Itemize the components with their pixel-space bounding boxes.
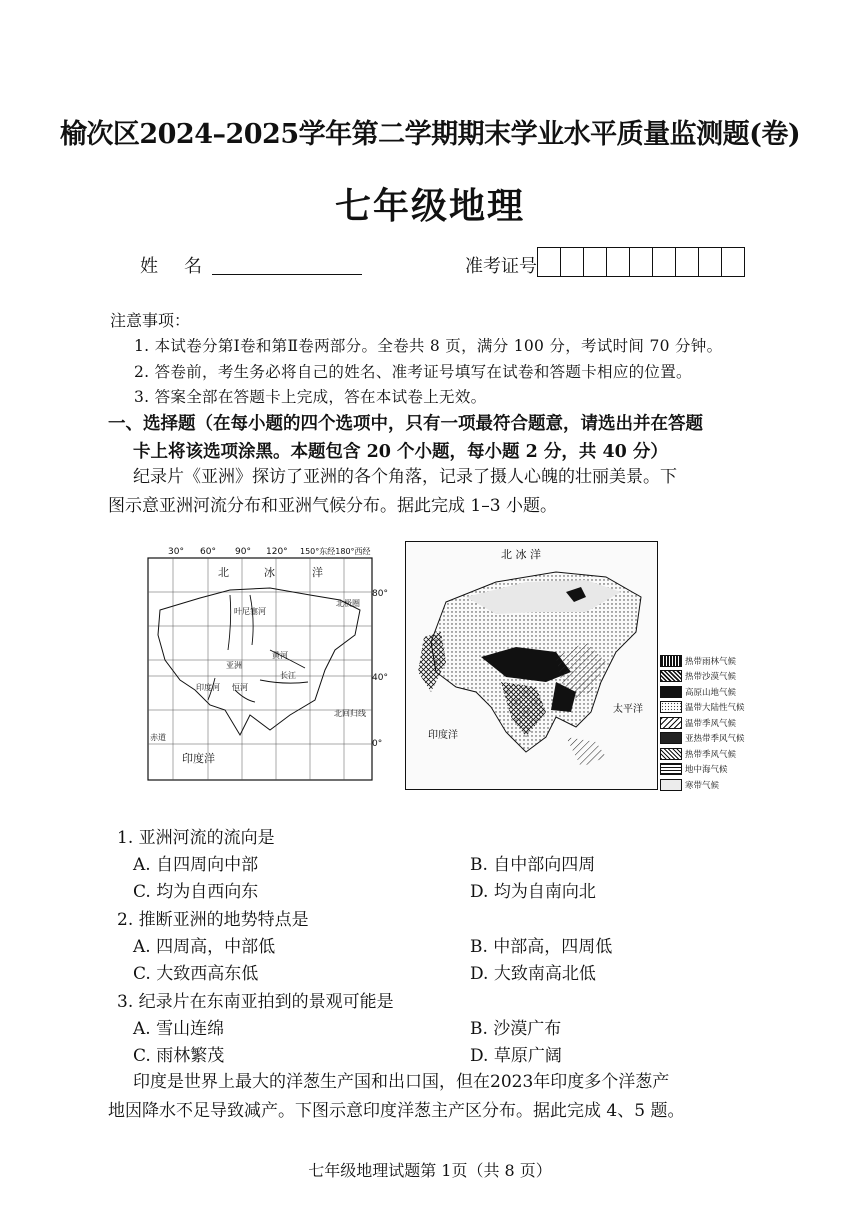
river-label: 黄河 — [272, 651, 288, 660]
question-option[interactable]: D. 大致南高北低 — [470, 964, 596, 984]
question-option[interactable]: B. 中部高，四周低 — [470, 937, 613, 957]
subject-title: 七年级地理 — [334, 185, 525, 227]
legend-item — [660, 715, 745, 731]
legend-label: 高原山地气候 — [685, 687, 737, 698]
lon-label: 150°东经180°西经 — [300, 547, 371, 556]
legend-label: 亚热带季风气候 — [685, 734, 745, 745]
river-label: 印度河 — [196, 683, 220, 692]
lat-label: 80° — [372, 589, 388, 599]
lat-label: 40° — [372, 673, 388, 683]
name-field[interactable] — [212, 274, 362, 275]
legend-item — [660, 762, 745, 778]
legend-swatch — [660, 763, 682, 775]
river-label: 恒河 — [232, 683, 248, 692]
question-stem: 2. 推断亚洲的地势特点是 — [117, 910, 309, 930]
digit-box[interactable] — [538, 248, 561, 276]
legend-label: 热带雨林气候 — [685, 656, 737, 667]
question-option[interactable]: A. 雪山连绵 — [133, 1019, 225, 1039]
legend-item — [660, 684, 745, 700]
intro-line: 图示意亚洲河流分布和亚洲气候分布。据此完成 1–3 小题。 — [108, 496, 557, 516]
name-label: 姓名 — [140, 256, 228, 277]
asia-river-map-svg — [140, 540, 390, 790]
equator-label: 赤道 — [150, 733, 166, 742]
section-heading-line: 卡上将该选项涂黑。本题包含 20 个小题，每小题 2 分，共 40 分） — [133, 442, 668, 462]
notice-item: 3. 答案全部在答题卡上完成，答在本试卷上无效。 — [134, 388, 487, 406]
river-label: 亚洲 — [226, 661, 242, 670]
asia-river-map — [140, 540, 390, 790]
digit-box[interactable] — [722, 248, 744, 276]
legend-item — [660, 746, 745, 762]
legend-swatch — [660, 686, 682, 698]
digit-box[interactable] — [676, 248, 699, 276]
legend-label: 温带大陆性气候 — [685, 703, 745, 714]
lat-label: 0° — [372, 739, 383, 749]
ocean-label: 冰 — [264, 566, 275, 579]
lon-label: 120° — [266, 547, 288, 557]
question-option[interactable]: D. 均为自南向北 — [470, 882, 596, 902]
climate-legend — [660, 653, 745, 793]
legend-swatch — [660, 655, 682, 667]
notice-item: 2. 答卷前，考生务必将自己的姓名、准考证号填写在试卷和答题卡相应的位置。 — [134, 363, 692, 381]
legend-swatch — [660, 701, 682, 713]
legend-item — [660, 669, 745, 685]
legend-swatch — [660, 779, 682, 791]
lon-label: 90° — [235, 547, 251, 557]
section-heading — [108, 410, 788, 466]
lon-label: 60° — [200, 547, 216, 557]
legend-swatch — [660, 670, 682, 682]
legend-item — [660, 700, 745, 716]
digit-box[interactable] — [607, 248, 630, 276]
digit-box[interactable] — [653, 248, 676, 276]
intro-line: 印度是世界上最大的洋葱生产国和出口国，但在2023年印度多个洋葱产 — [133, 1072, 670, 1092]
notice-item: 1. 本试卷分第Ⅰ卷和第Ⅱ卷两部分。全卷共 8 页，满分 100 分，考试时间 70 分钟。 — [134, 337, 723, 355]
legend-label: 寒带气候 — [685, 780, 720, 791]
ocean-label: 洋 — [312, 566, 323, 579]
legend-label: 温带季风气候 — [685, 718, 737, 729]
lon-label: 30° — [168, 547, 184, 557]
question-option[interactable]: C. 均为自西向东 — [133, 882, 259, 902]
river-label: 叶尼塞河 — [234, 607, 266, 616]
ocean-label: 印度洋 — [182, 752, 215, 765]
legend-swatch — [660, 732, 682, 744]
ocean-label: 印度洋 — [428, 730, 458, 741]
ocean-label: 太平洋 — [613, 704, 643, 715]
intro-line: 地因降水不足导致减产。下图示意印度洋葱主产区分布。据此完成 4、5 题。 — [108, 1101, 685, 1121]
question-stem: 1. 亚洲河流的流向是 — [117, 828, 275, 848]
exam-title: 榆次区2024–2025学年第二学期期末学业水平质量监测题(卷) — [59, 119, 801, 150]
legend-item — [660, 653, 745, 669]
digit-box[interactable] — [630, 248, 653, 276]
asia-climate-map-svg — [406, 542, 657, 789]
legend-label: 地中海气候 — [685, 765, 728, 776]
ocean-label: 北 冰 洋 — [501, 548, 541, 561]
tropic-label: 北回归线 — [334, 709, 366, 718]
legend-label: 热带沙漠气候 — [685, 672, 737, 683]
question-stem: 3. 纪录片在东南亚拍到的景观可能是 — [117, 992, 394, 1012]
intro-paragraph — [108, 1068, 778, 1126]
question-option[interactable]: D. 草原广阔 — [470, 1046, 562, 1066]
digit-box[interactable] — [584, 248, 607, 276]
intro-line: 纪录片《亚洲》探访了亚洲的各个角落，记录了摄人心魄的壮丽美景。下 — [133, 467, 677, 487]
arctic-circle-label: 北极圈 — [336, 599, 360, 608]
intro-paragraph — [108, 463, 778, 521]
legend-item — [660, 731, 745, 747]
exam-number-label: 准考证号 — [465, 256, 537, 277]
notice-title: 注意事项： — [110, 311, 191, 330]
question-option[interactable]: C. 大致西高东低 — [133, 964, 259, 984]
question-option[interactable]: A. 自四周向中部 — [133, 855, 259, 875]
legend-item — [660, 777, 745, 793]
page-footer: 七年级地理试题第 1页（共 8 页） — [308, 1161, 552, 1180]
question-option[interactable]: C. 雨林繁茂 — [133, 1046, 225, 1066]
legend-swatch — [660, 748, 682, 760]
question-option[interactable]: B. 沙漠广布 — [470, 1019, 562, 1039]
digit-box[interactable] — [699, 248, 722, 276]
exam-number-boxes[interactable] — [537, 247, 745, 277]
question-option[interactable]: A. 四周高，中部低 — [133, 937, 276, 957]
digit-box[interactable] — [561, 248, 584, 276]
river-label: 长江 — [280, 671, 296, 680]
legend-label: 热带季风气候 — [685, 749, 737, 760]
legend-swatch — [660, 717, 682, 729]
question-option[interactable]: B. 自中部向四周 — [470, 855, 596, 875]
asia-climate-map — [405, 541, 658, 790]
section-heading-line: 一、选择题（在每小题的四个选项中，只有一项最符合题意，请选出并在答题 — [108, 414, 703, 434]
ocean-label: 北 — [218, 566, 229, 579]
